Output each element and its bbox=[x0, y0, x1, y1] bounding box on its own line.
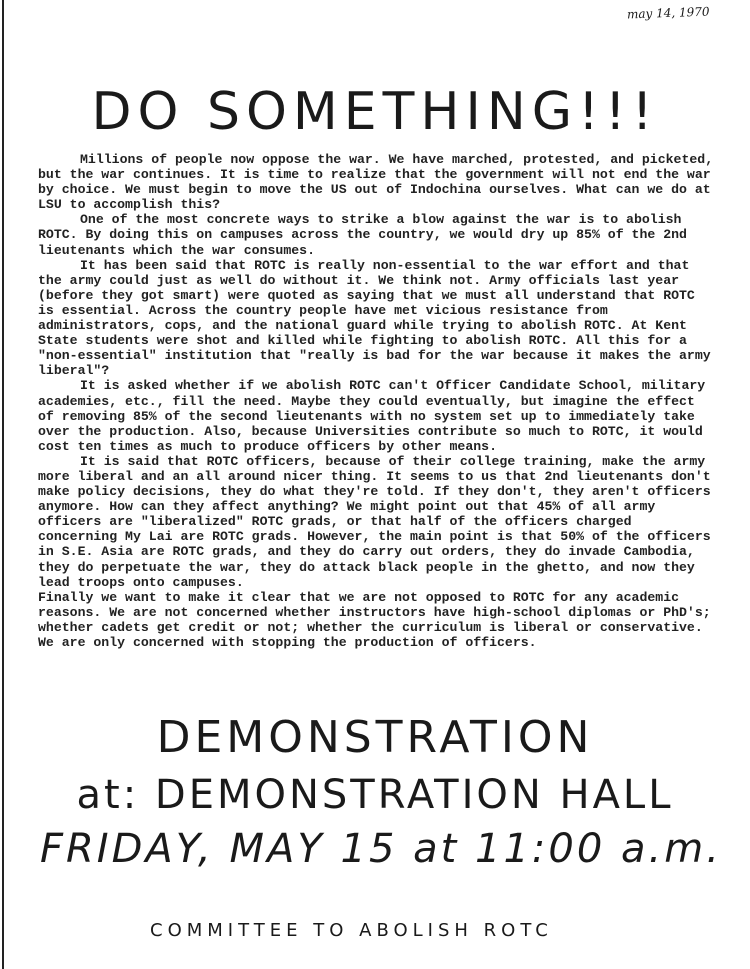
paragraph: Millions of people now oppose the war. We have marched, protested, and picketed, but the war continues. It is time to realize that the government will not end the war by choice. We must begin to move the US out of Indochina ourselves. What can we do at LSU to accomplish this? bbox=[38, 152, 714, 213]
event-location: at: DEMONSTRATION HALL bbox=[76, 772, 674, 818]
left-edge-rule bbox=[2, 0, 4, 969]
paragraph: Finally we want to make it clear that we are not opposed to ROTC for any academic reasons. We are not concerned whether instructors have high-school diplomas or PhD's; whether cadets get credit or not; whether the curriculum is liberal or conservative. We are only concerned with stopping the production of officers. bbox=[38, 589, 711, 650]
paragraph: It is said that ROTC officers, because of their college training, make the army more liberal and an all around nicer thing. It seems to us that 2nd lieutenants don't make policy decisions, they do what they're told. If they don't, they aren't officers anymore. How can they affect anything? We might point out that 45% of all army officers are "liberalized" ROTC grads, or that half of the officers charged concerning My Lai are ROTC grads. However, the main point is that 50% of the officers in S.E. Asia are ROTC grads, and they do carry out orders, they do invade Cambodia, they do perpetuate the war, they do attack black people in the ghetto, and now they lead troops onto campuses. bbox=[38, 453, 711, 590]
paragraph: It is asked whether if we abolish ROTC can't Officer Candidate School, military academies, etc., fill the need. Maybe they could eventually, but imagine the effect of removing 85% of the second lieutenants with no system set up to immediately take over the production. Also, because Universities contribute so much to ROTC, it would cost ten times as much to produce officers by other means. bbox=[38, 378, 706, 454]
event-datetime: FRIDAY, MAY 15 at 11:00 a.m. bbox=[40, 826, 722, 872]
paragraph: It has been said that ROTC is really non-essential to the war effort and that the army could just as well do without it. We think not. Army officials last year (before they got smart) were quoted as saying that we must all understand that ROTC is essential. Across the country people have met vicious resistance from administrators, cops, and the national guard while trying to abolish ROTC. At Kent State students were shot and killed while fighting to abolish ROTC. All this for a "non-essential" institution that "really is bad for the war because it makes the army liberal"? bbox=[38, 257, 711, 379]
headline: DO SOMETHING!!! bbox=[91, 82, 659, 142]
event-title: DEMONSTRATION bbox=[156, 712, 594, 763]
handwritten-date: may 14, 1970 bbox=[627, 4, 711, 22]
signature: COMMITTEE TO ABOLISH ROTC bbox=[150, 920, 553, 941]
body-text bbox=[38, 152, 718, 650]
paragraph: One of the most concrete ways to strike a blow against the war is to abolish ROTC. By doing this on campuses across the country, we would dry up 85% of the 2nd lieutenants which the war consumes. bbox=[38, 212, 687, 258]
